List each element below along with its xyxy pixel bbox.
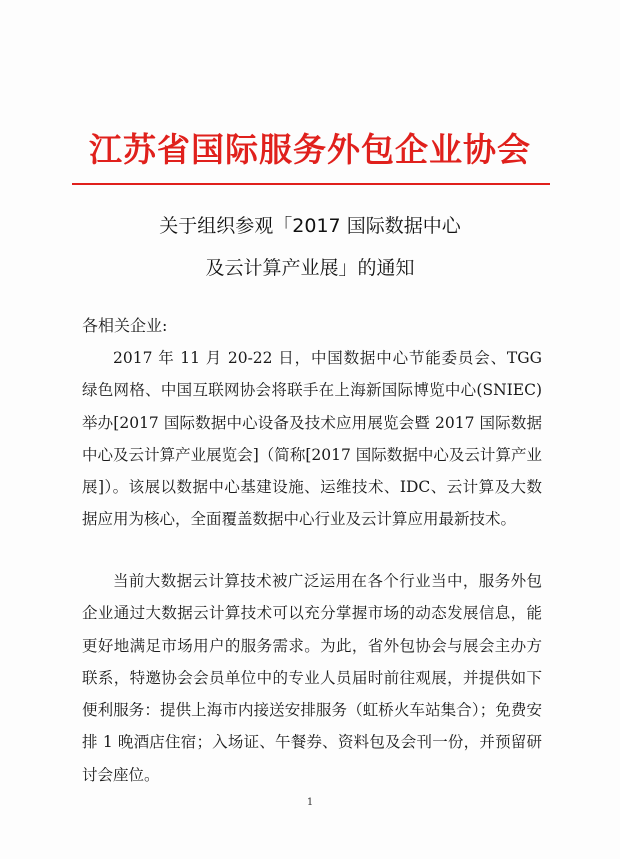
page-number: 1 <box>306 797 314 808</box>
body-paragraph-2: 当前大数据云计算技术被广泛运用在各个行业当中，服务外包企业通过大数据云计算技术可以充分掌握市场的动态发展信息，能更好地满足市场用户的服务需求。为此，省外包协会与展会主办方联系，特邀协会会员单位中的专业人员届时前往观展，并提供如下便利服务：提供上海市内接送安排服务（虹桥火车站集合）；免费安排 1 晚酒店住宿；入场证、午餐券、资料包及会刊一份，并预留研讨会座位。 <box>82 572 542 784</box>
letterhead-divider <box>72 183 550 185</box>
body-paragraph-1: 2017 年 11 月 20-22 日，中国数据中心节能委员会、TGG 绿色网格、中国互联网协会将联手在上海新国际博览中心(SNIEC)举办[2017 国际数据中心设备及技术应用展览会暨 2017 国际数据中心及云计算产业展览会]（简称[2017 国际数据中心及云计算产业展]）。该展以数据中心基建设施、运维技术、IDC、云计算及大数据应用为核心，全面覆盖数据中心行业及云计算应用最新技术。 <box>82 349 542 529</box>
notice-title-line-2: 及云计算产业展」的通知 <box>205 257 415 279</box>
salutation: 各相关企业: <box>82 316 168 335</box>
notice-title-line-1: 关于组织参观「2017 国际数据中心 <box>159 215 461 237</box>
letterhead-title: 江苏省国际服务外包企业协会 <box>89 130 531 169</box>
